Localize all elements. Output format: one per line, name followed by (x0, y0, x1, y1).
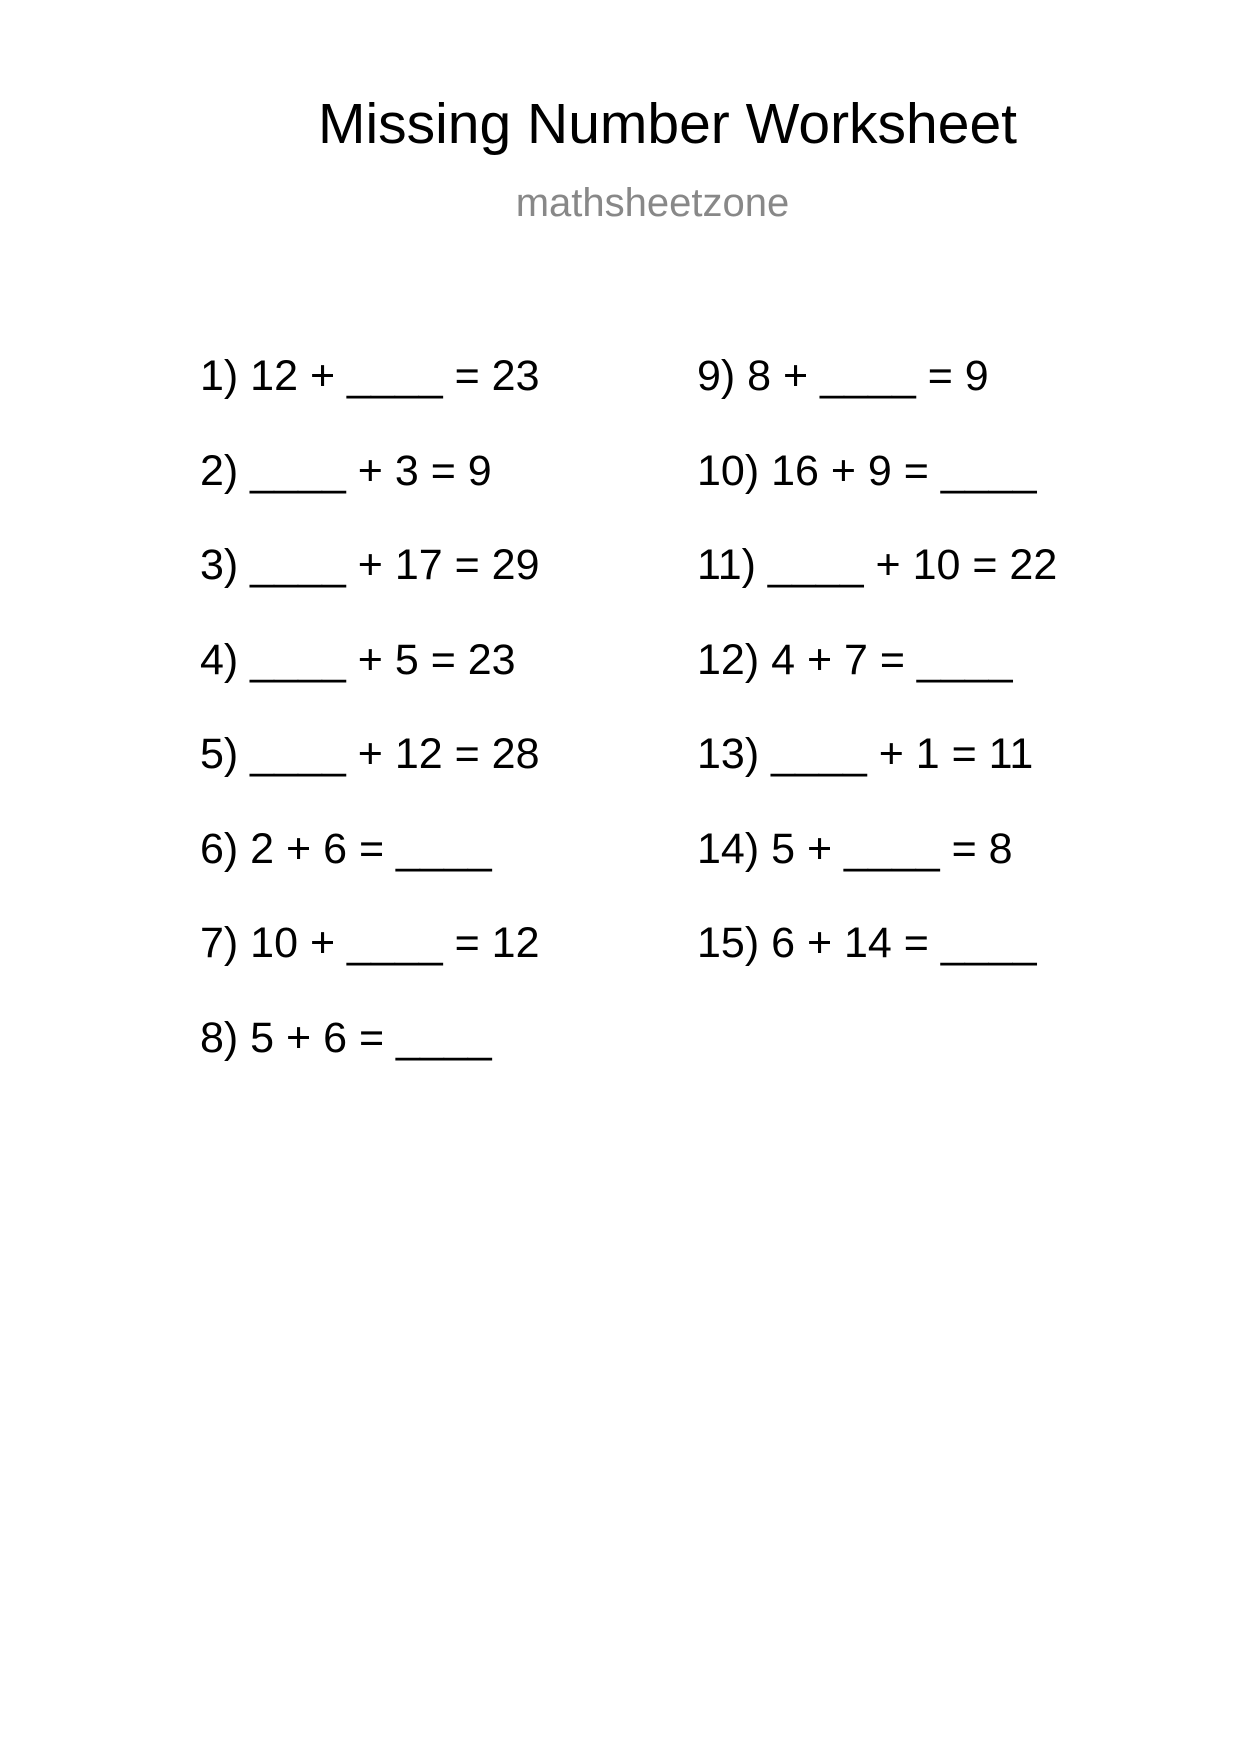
problem-10: 10) 16 + 9 = ____ (697, 447, 1037, 495)
problem-11: 11) ____ + 10 = 22 (697, 541, 1058, 589)
problem-4: 4) ____ + 5 = 23 (200, 636, 516, 684)
problem-1: 1) 12 + ____ = 23 (200, 352, 540, 400)
problem-13: 13) ____ + 1 = 11 (697, 730, 1034, 778)
worksheet-title: Missing Number Worksheet (317, 92, 1017, 156)
problem-12: 12) 4 + 7 = ____ (697, 636, 1013, 684)
problem-8: 8) 5 + 6 = ____ (200, 1014, 492, 1062)
problem-9: 9) 8 + ____ = 9 (697, 352, 989, 400)
worksheet-subtitle: mathsheetzone (515, 181, 790, 225)
problem-2: 2) ____ + 3 = 9 (200, 447, 492, 495)
problem-15: 15) 6 + 14 = ____ (697, 919, 1037, 967)
problem-6: 6) 2 + 6 = ____ (200, 825, 492, 873)
problem-7: 7) 10 + ____ = 12 (200, 919, 540, 967)
problem-5: 5) ____ + 12 = 28 (200, 730, 540, 778)
problem-3: 3) ____ + 17 = 29 (200, 541, 540, 589)
problem-14: 14) 5 + ____ = 8 (697, 825, 1013, 873)
